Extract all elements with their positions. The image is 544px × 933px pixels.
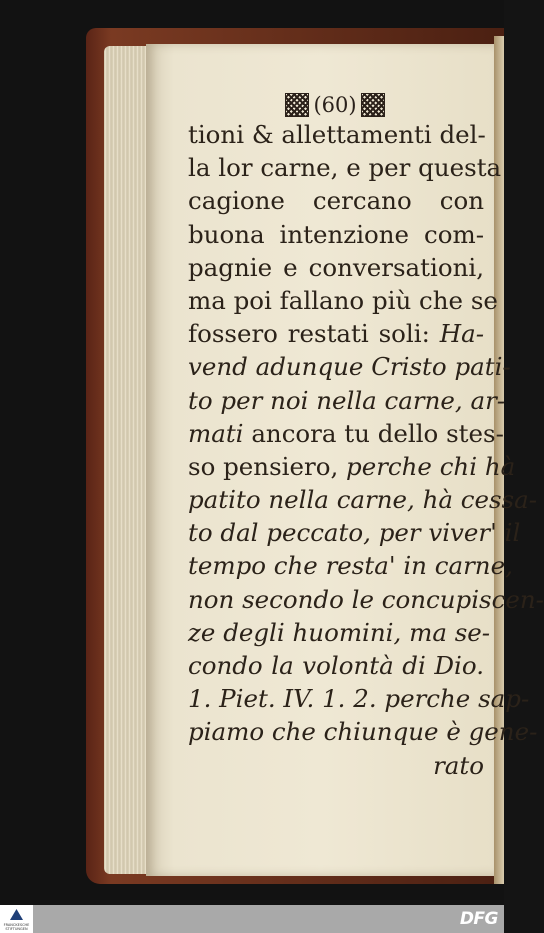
text-segment: so pensiero, <box>188 451 347 481</box>
text-segment: tioni & allettamenti del- <box>188 120 486 149</box>
text-line <box>188 417 504 450</box>
left-ornament-icon <box>285 93 309 117</box>
text-line <box>188 384 506 417</box>
text-segment: to dal peccato, per viver' il <box>188 518 521 548</box>
page-header <box>270 92 400 118</box>
text-segment: patito nella carne, hà cessa- <box>188 485 538 515</box>
text-segment: Ha- <box>439 319 484 349</box>
text-line <box>188 317 484 350</box>
text-line <box>188 218 484 251</box>
text-segment: la lor carne, e per questa <box>188 153 502 183</box>
footer-bar <box>0 905 504 933</box>
text-line <box>188 749 484 782</box>
institution-logo-text: FRANCKESCHE STIFTUNGEN <box>3 923 30 931</box>
text-segment: to per noi nella carne, ar- <box>188 385 506 415</box>
text-segment: non secondo le concupiscen- <box>188 584 544 614</box>
text-segment: condo la volontà di Dio. <box>188 651 484 680</box>
dfg-logo: DFG <box>459 909 498 929</box>
institution-logo-icon <box>0 905 33 933</box>
text-line <box>188 649 484 682</box>
text-segment: pagnie e conversationi, <box>188 252 484 282</box>
text-line <box>188 151 502 184</box>
text-line <box>188 616 491 649</box>
text-segment: ze degli huomini, ma se- <box>188 617 491 647</box>
text-segment: cagione cercano con <box>188 186 484 216</box>
text-line <box>188 284 498 317</box>
text-segment: piamo che chiunque è gene- <box>188 717 538 747</box>
page-number: (60) <box>313 93 357 117</box>
text-line <box>188 350 511 383</box>
text-segment: tempo che resta' in carne, <box>188 551 513 581</box>
text-line <box>188 483 538 516</box>
text-line <box>188 450 516 483</box>
text-line <box>188 516 521 549</box>
text-line <box>188 118 484 151</box>
text-segment: vend adunque Cristo pati- <box>188 352 511 382</box>
text-segment: mati <box>188 418 244 448</box>
text-segment: fossero restati soli: <box>188 319 440 349</box>
text-line <box>188 549 513 582</box>
page-body-text <box>188 118 544 782</box>
text-line <box>188 682 530 715</box>
text-line <box>188 251 484 284</box>
text-line <box>188 715 538 748</box>
text-line <box>188 583 544 616</box>
text-segment: ancora tu dello stes- <box>243 418 504 448</box>
text-segment: 1. Piet. IV. 1. 2. perche sap- <box>188 684 530 714</box>
text-line <box>188 184 484 217</box>
text-segment: ma poi fallano più che se <box>188 285 498 315</box>
text-segment: rato <box>433 750 484 780</box>
text-segment: buona intenzione com- <box>188 219 484 249</box>
text-segment: perche chi hà <box>346 451 516 481</box>
right-ornament-icon <box>361 93 385 117</box>
